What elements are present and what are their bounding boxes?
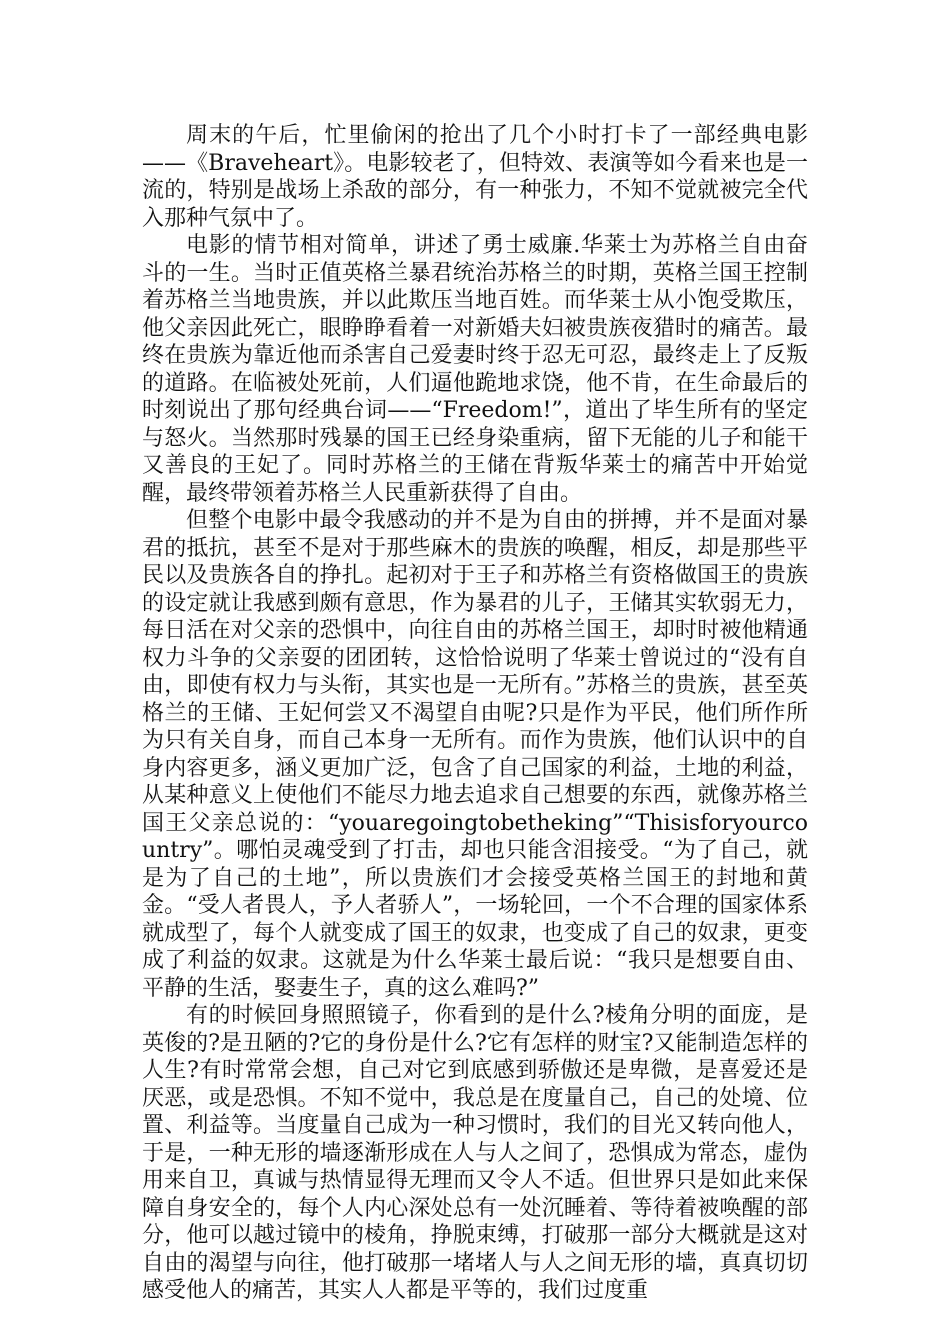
paragraph-plot: 电影的情节相对简单，讲述了勇士威廉.华莱士为苏格兰自由奋斗的一生。当时正值英格兰暴君统治苏格兰的时期，英格兰国王控制着苏格兰当地贵族，并以此欺压当地百姓。而华莱士从小饱受欺压，他父亲因此死亡，眼睁睁看着一对新婚夫妇被贵族夜猎时的痛苦。最终在贵族为靠近他而杀害自己爱妻时终于忍无可忍，最终走上了反叛的道路。在临被处死前，人们逼他跪地求饶，他不肯，在生命最后的时刻说出了那句经典台词——“Freedom!”，道出了毕生所有的坚定与怒火。当然那时残暴的国王已经身染重病，留下无能的儿子和能干又善良的王妃了。同时苏格兰的王储在背叛华莱士的痛苦中开始觉醒，最终带领着苏格兰人民重新获得了自由。 <box>142 233 808 506</box>
paragraph-mirror: 有的时候回身照照镜子，你看到的是什么?棱角分明的面庞，是英俊的?是丑陋的?它的身份是什么?它有怎样的财宝?又能制造怎样的人生?有时常常会想，自己对它到底感到骄傲还是卑微，是喜爱还是厌恶，或是恐惧。不知不觉中，我总是在度量自己，自己的处境、位置、利益等。当度量自己成为一种习惯时，我们的目光又转向他人，于是，一种无形的墙逐渐形成在人与人之间了，恐惧成为常态，虚伪用来自卫，真诚与热情显得无理而又令人不适。但世界只是如此来保障自身安全的，每个人内心深处总有一处沉睡着、等待着被唤醒的部分，他可以越过镜中的棱角，挣脱束缚，打破那一部分大概就是这对自由的渴望与向往，他打破那一堵堵人与人之间无形的墙，真真切切感受他人的痛苦，其实人人都是平等的，我们过度重 <box>142 1003 808 1303</box>
document-body <box>142 122 808 1305</box>
paragraph-intro: 周末的午后，忙里偷闲的抢出了几个小时打卡了一部经典电影——《Braveheart》。电影较老了，但特效、表演等如今看来也是一流的，特别是战场上杀敌的部分，有一种张力，不知不觉就被完全代入那种气氛中了。 <box>142 123 808 231</box>
paragraph-reflection: 但整个电影中最令我感动的并不是为自由的拼搏，并不是面对暴君的抵抗，甚至不是对于那些麻木的贵族的唤醒，相反，却是那些平民以及贵族各自的挣扎。起初对于王子和苏格兰有资格做国王的贵族的设定就让我感到颇有意思，作为暴君的儿子，王储其实软弱无力，每日活在对父亲的恐惧中，向往自由的苏格兰国王，却时时被他精通权力斗争的父亲耍的团团转，这恰恰说明了华莱士曾说过的“没有自由，即使有权力与头衔，其实也是一无所有。”苏格兰的贵族，甚至英格兰的王储、王妃何尝又不渴望自由呢?只是作为平民，他们所作所为只有关自身，而自己本身一无所有。而作为贵族，他们认识中的自身内容更多，涵义更加广泛，包含了自己国家的利益，土地的利益，从某种意义上使他们不能尽力地去追求自己想要的东西，就像苏格兰国王父亲总说的：“youaregoingtobetheking”“Thisisforyourcountry”。哪怕灵魂受到了打击，却也只能含泪接受。“为了自己，就是为了自己的土地”，所以贵族们才会接受英格兰国王的封地和黄金。“受人者畏人，予人者骄人”，一场轮回，一个不合理的国家体系就成型了，每个人就变成了国王的奴隶，也变成了自己的奴隶，更变成了利益的奴隶。这就是为什么华莱士最后说：“我只是想要自由、平静的生活，娶妻生子，真的这么难吗?” <box>142 508 808 1001</box>
